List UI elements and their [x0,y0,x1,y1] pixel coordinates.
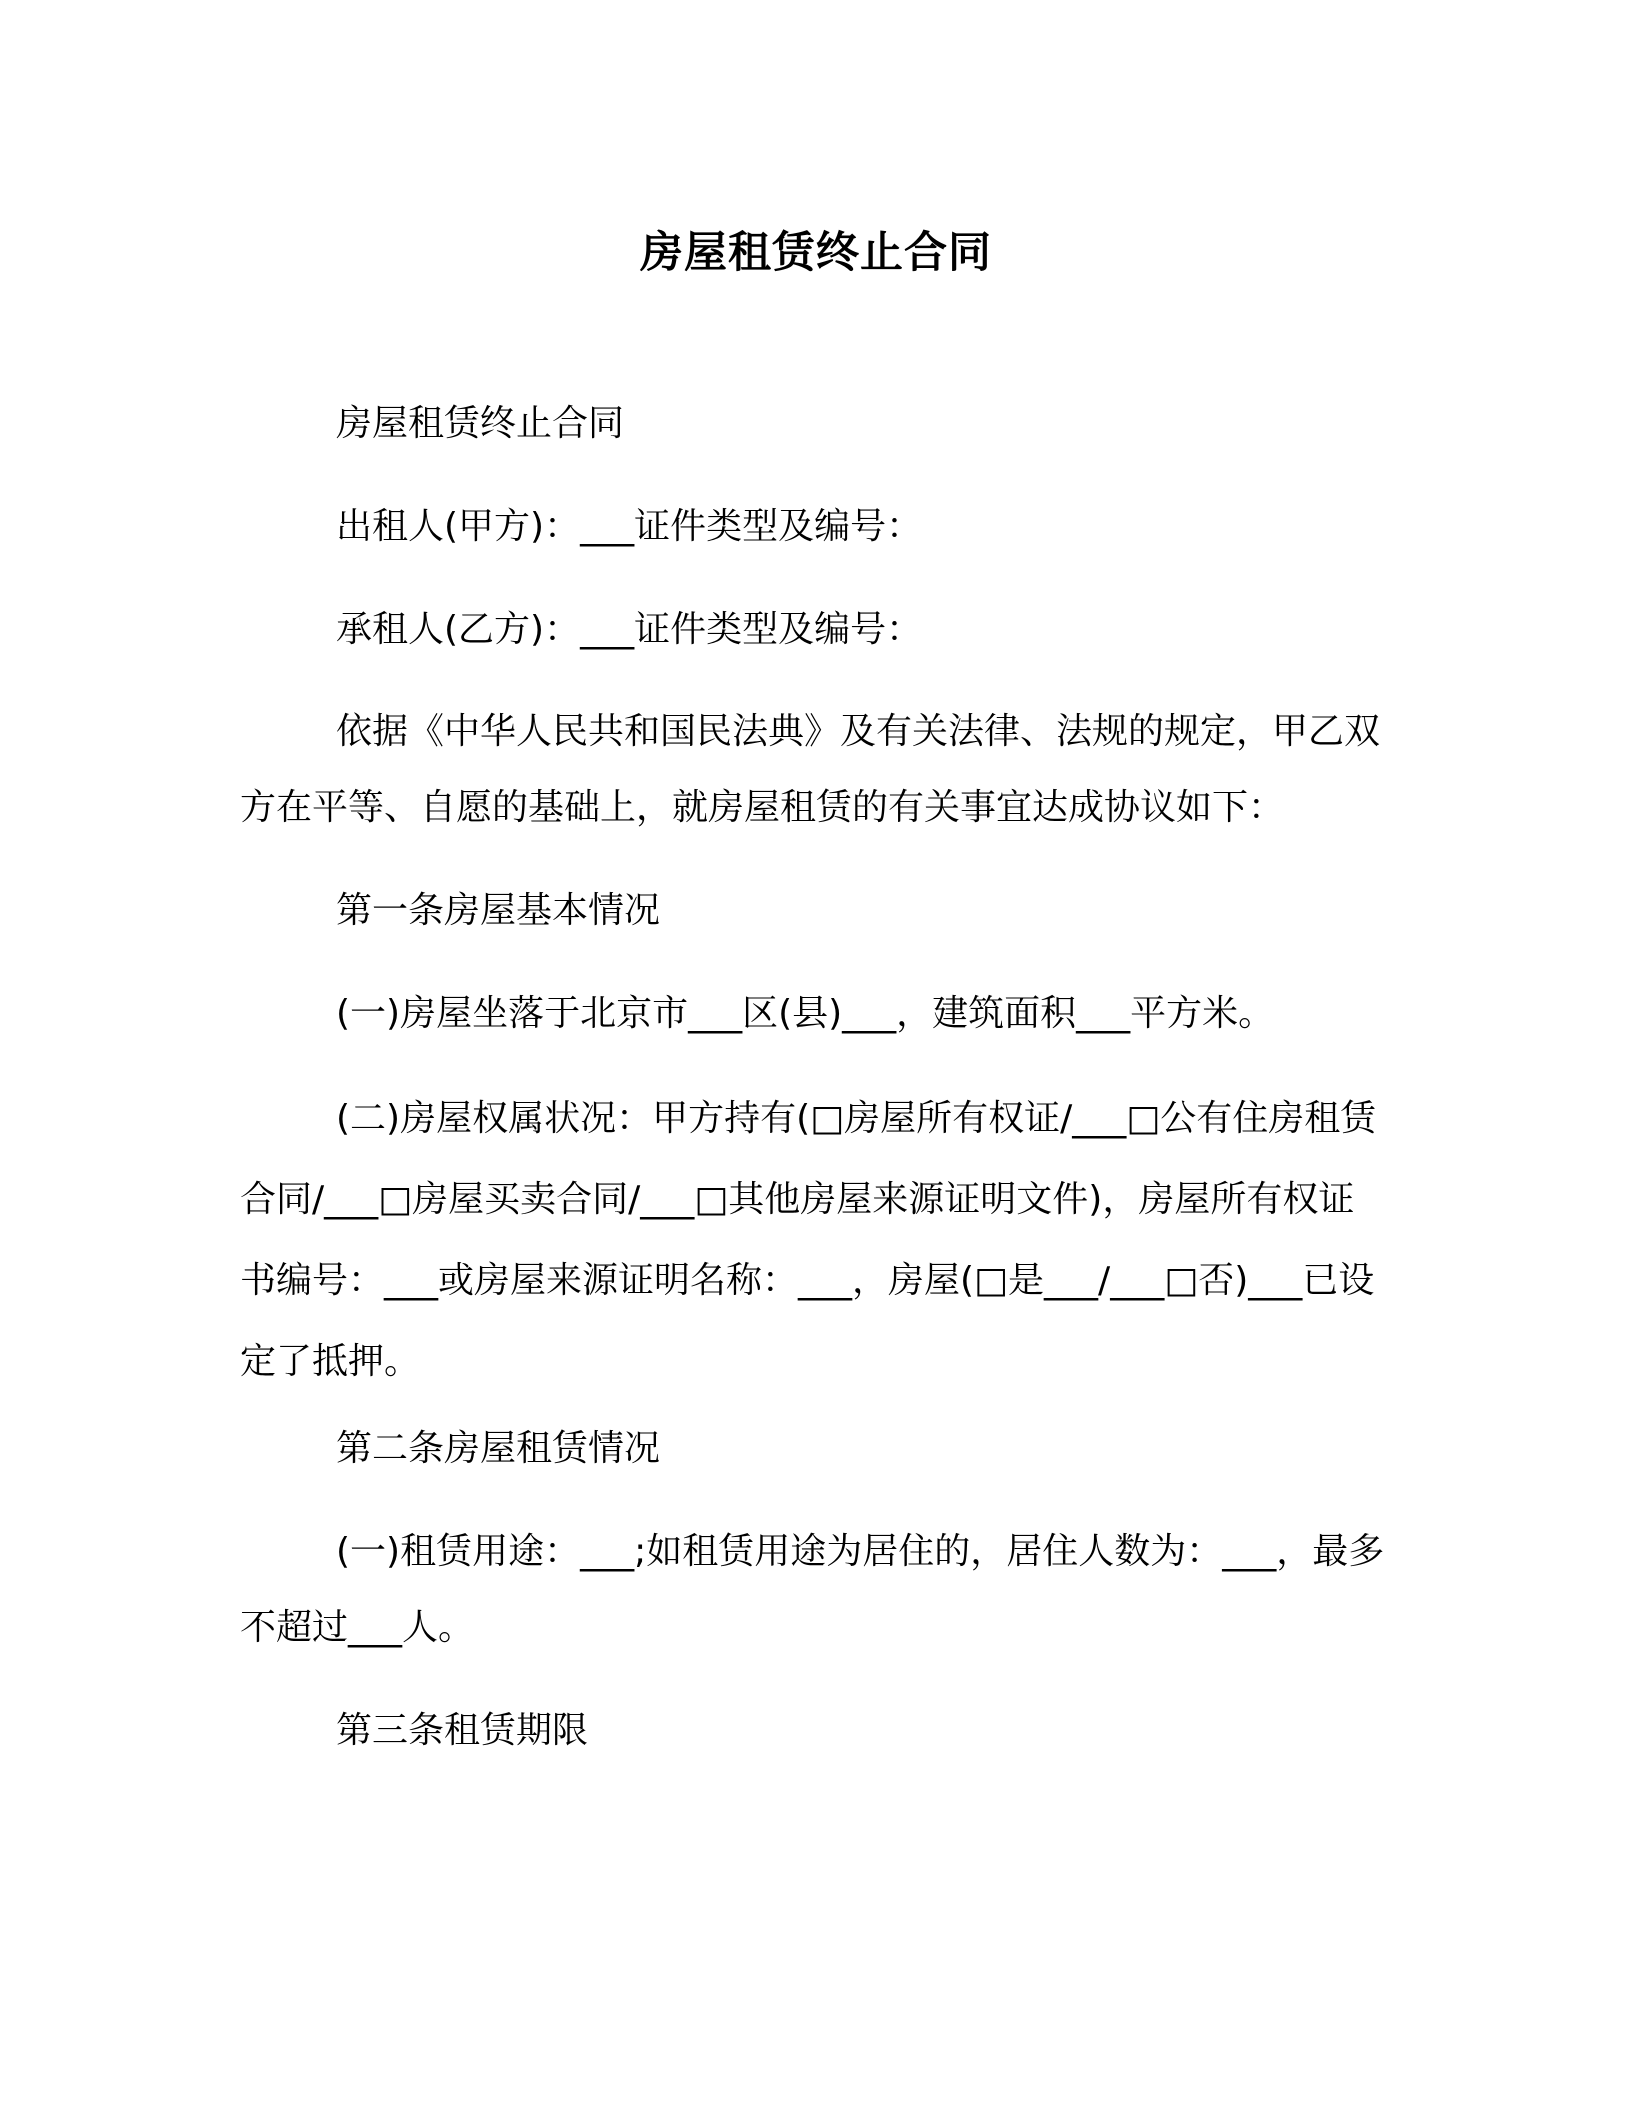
article3-heading: 第三条租赁期限 [336,1710,589,1751]
article1-item2: (二)房屋权属状况：甲方持有(□房屋所有权证/___□公有住房租赁合同/___□房屋买卖合同/___□其他房屋来源证明文件)，房屋所有权证书编号：___或房屋来源证明名称：___，房屋(□是___/___□否)___已设定了抵押。 [240,1098,1377,1382]
document-subtitle: 房屋租赁终止合同 [336,403,625,444]
article2-item1: (一)租赁用途：___;如租赁用途为居住的，居住人数为：___，最多不超过___人。 [240,1531,1385,1648]
lessee-line: 承租人(乙方)：___证件类型及编号： [336,609,923,650]
article1-heading: 第一条房屋基本情况 [336,890,661,931]
basis-paragraph: 依据《中华人民共和国民法典》及有关法律、法规的规定，甲乙双方在平等、自愿的基础上，就房屋租赁的有关事宜达成协议如下： [240,711,1381,828]
article2-heading: 第二条房屋租赁情况 [336,1428,661,1469]
article1-item1: (一)房屋坐落于北京市___区(县)___，建筑面积___平方米。 [336,993,1275,1034]
document-title: 房屋租赁终止合同 [640,228,992,278]
lessor-line: 出租人(甲方)：___证件类型及编号： [336,506,923,547]
